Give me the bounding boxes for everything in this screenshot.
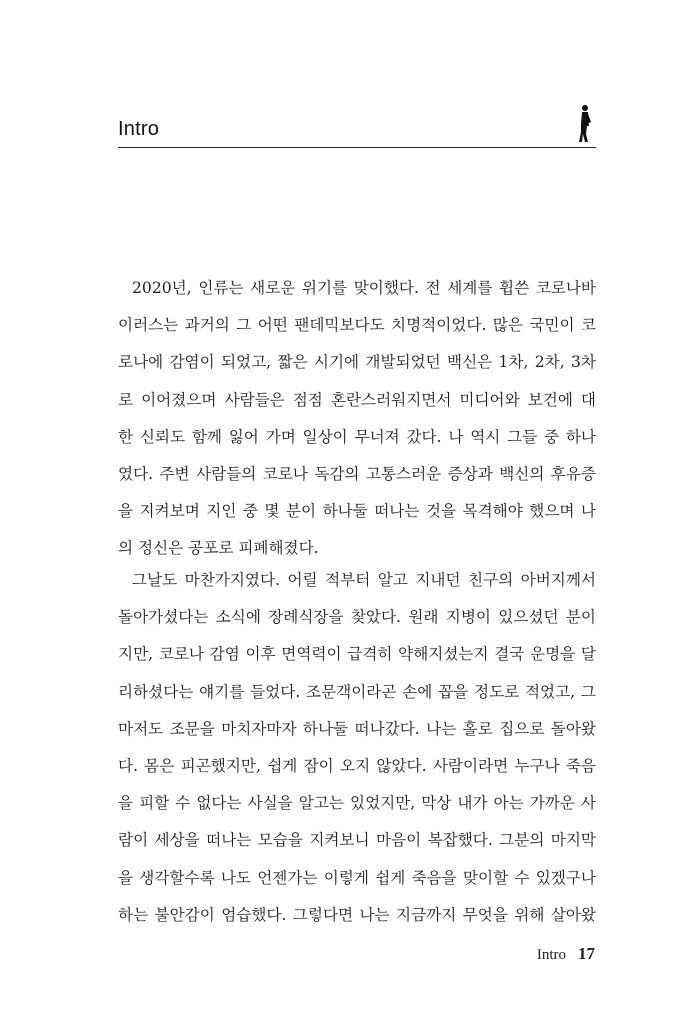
text-line: 였다. 주변 사람들의 코로나 독감의 고통스러운 증상과 백신의 후유증: [118, 465, 596, 484]
footer-section-label: Intro: [536, 947, 566, 963]
text-line: 을 지켜보며 지인 중 몇 분이 하나둘 떠나는 것을 목격해야 했으며 나: [118, 502, 596, 521]
text-line: 을 피할 수 없다는 사실을 알고는 있었지만, 막상 내가 아는 가까운 사: [118, 794, 596, 813]
text-line: 마저도 조문을 마치자마자 하나둘 떠나갔다. 나는 홀로 집으로 돌아왔: [118, 719, 596, 738]
text-line: 지만, 코로나 감염 이후 면역력이 급격히 약해지셨는지 결국 운명을 달: [118, 645, 596, 664]
text-line: 의 정신은 공포로 피폐해졌다.: [118, 539, 319, 558]
running-header: [118, 112, 596, 150]
text-line: 을 생각할수록 나도 언젠가는 이렇게 쉽게 죽음을 맞이할 수 있겠구나: [118, 868, 596, 887]
text-line: 다. 몸은 피곤했지만, 쉽게 잠이 오지 않았다. 사람이라면 누구나 죽음: [118, 757, 596, 776]
page-footer: [537, 944, 595, 964]
text-line: 2020년, 인류는 새로운 위기를 맞이했다. 전 세계를 휩쓴 코로나바: [132, 279, 596, 297]
text-line: 람이 세상을 떠나는 모습을 지켜보니 마음이 복잡했다. 그분의 마지막: [118, 831, 596, 850]
text-line: 로 이어졌으며 사람들은 점점 혼란스러워지면서 미디어와 보건에 대: [118, 390, 596, 409]
text-line: 그날도 마찬가지였다. 어릴 적부터 알고 지내던 친구의 아버지께서: [132, 571, 596, 589]
text-line: 리하셨다는 얘기를 들었다. 조문객이라곤 손에 꼽을 정도로 적었고, 그: [118, 682, 596, 701]
text-line: 로나에 감염이 되었고, 짧은 시기에 개발되었던 백신은 1차, 2차, 3차: [118, 353, 596, 372]
page-number: 17: [578, 944, 595, 963]
text-line: 한 신뢰도 함께 잃어 가며 일상이 무너져 갔다. 나 역시 그들 중 하나: [118, 427, 596, 446]
paragraph: [118, 562, 596, 934]
text-line: 돌아가셨다는 소식에 장례식장을 찾았다. 원래 지병이 있으셨던 분이: [118, 608, 596, 627]
text-line: 하는 불안감이 엄습했다. 그렇다면 나는 지금까지 무엇을 위해 살아왔: [118, 905, 596, 924]
paragraph: [118, 270, 596, 568]
chapter-title: Intro: [118, 118, 160, 140]
text-line: 이러스는 과거의 그 어떤 팬데믹보다도 치명적이었다. 많은 국민이 코: [118, 316, 596, 335]
walking-man-icon: [574, 104, 596, 144]
header-rule: [118, 147, 596, 148]
